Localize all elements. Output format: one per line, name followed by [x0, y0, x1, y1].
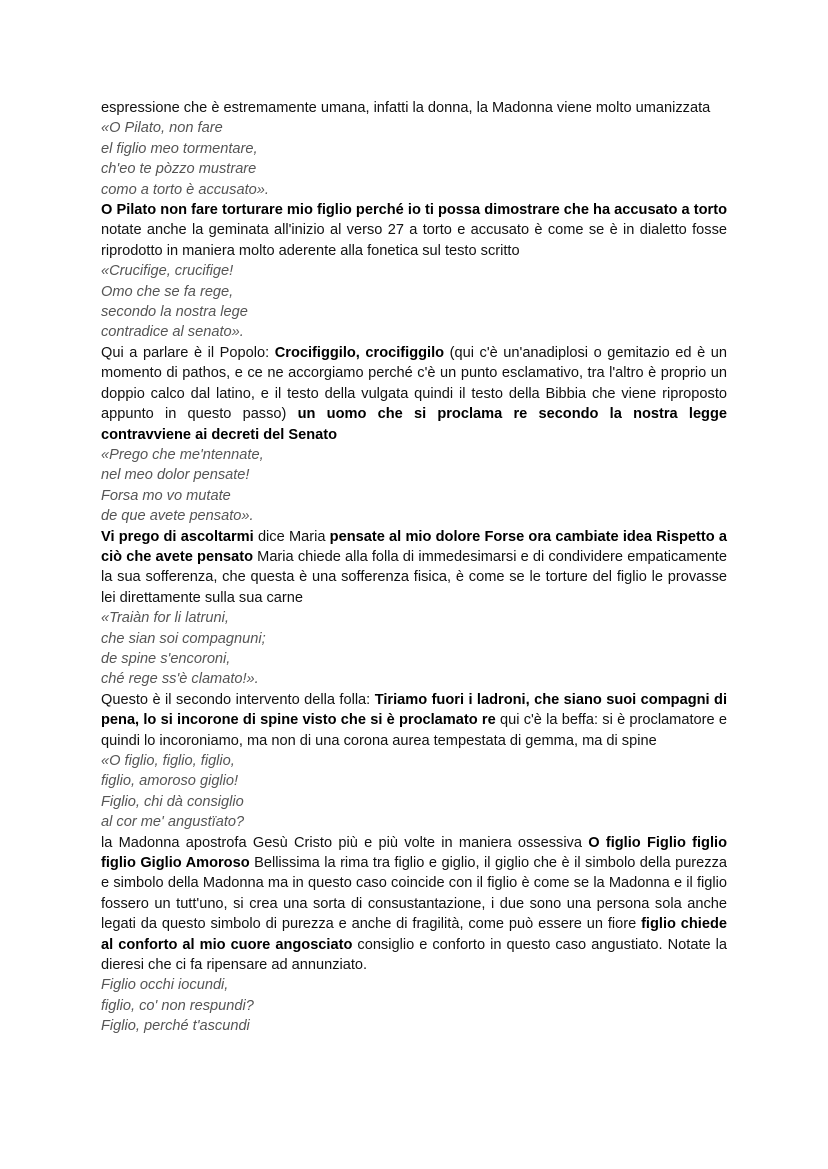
- verse-line: figlio, amoroso giglio!: [101, 773, 239, 790]
- text-run: Qui a parlare è il Popolo:: [101, 344, 275, 361]
- text-run: Questo è il secondo intervento della folla:: [101, 691, 375, 708]
- verse-line: nel meo dolor pensate!: [101, 467, 250, 484]
- paragraph: [101, 833, 727, 976]
- verse-line: el figlio meo tormentare,: [101, 140, 258, 157]
- paragraph: [101, 343, 727, 445]
- text-run: qui c'è la beffa: si è proclamatore e quindi lo incoroniamo, ma non di una corona aurea tempestata di gemma, ma di spine: [101, 712, 727, 749]
- verse-line: Figlio, chi dà consiglio: [101, 793, 244, 810]
- bold-text: un uomo che si proclama re secondo la nostra legge contravviene ai decreti del Senato: [101, 406, 728, 443]
- bold-text: pensate al mio dolore Forse ora cambiate idea Rispetto a ciò che avete pensato: [101, 528, 727, 565]
- verse-quote: [101, 261, 727, 343]
- text-run: la Madonna apostrofa Gesù Cristo più e più volte in maniera ossessiva: [101, 834, 589, 851]
- text-run: espressione che è estremamente umana, infatti la donna, la Madonna viene molto umanizzata: [101, 100, 711, 116]
- verse-line: Figlio occhi iocundi,: [101, 977, 229, 994]
- verse-line: figlio, co' non respundi?: [101, 997, 254, 1014]
- verse-quote: [101, 445, 727, 527]
- verse-line: de spine s'encoroni,: [101, 650, 231, 667]
- bold-text: O figlio Figlio figlio figlio Giglio Amoroso: [101, 834, 727, 872]
- bold-text: O Pilato non fare torturare mio figlio perché io ti possa dimostrare che ha accusato a torto: [101, 202, 727, 219]
- verse-line: «O Pilato, non fare: [101, 120, 223, 137]
- verse-line: Forsa mo vo mutate: [101, 487, 231, 504]
- bold-text: figlio chiede al conforto al mio cuore angosciato: [101, 916, 727, 953]
- verse-line: al cor me' angustïato?: [101, 814, 245, 831]
- verse-line: como a torto è accusato».: [101, 181, 269, 198]
- verse-line: de que avete pensato».: [101, 508, 254, 525]
- verse-line: «Traiàn for li latruni,: [101, 610, 229, 627]
- verse-line: che sian soi compagnuni;: [101, 630, 266, 647]
- bold-text: Vi prego di ascoltarmi: [101, 528, 254, 545]
- text-run: (qui c'è un'anadiplosi o gemitazio ed è un momento di pathos, e ce ne accorgiamo perché c'è un punto esclamativo, tra l'altro è proprio un doppio calco dal latino, e il testo della vulgata quindi il testo della Bibbia che viene riproposto appunto in questo passo): [101, 344, 728, 423]
- verse-line: contradice al senato».: [101, 324, 244, 341]
- text-run: Maria chiede alla folla di immedesimarsi e di condividere empaticamente la sua sofferenza, che questa è una sofferenza fisica, è come se le torture del figlio le provasse lei direttamente sulla sua carne: [101, 548, 727, 606]
- verse-line: secondo la nostra lege: [101, 304, 248, 321]
- text-run: notate anche la geminata all'inizio al verso 27 a torto e accusato è come se è in dialetto fosse riprodotto in maniera molto aderente alla fonetica sul testo scritto: [101, 222, 727, 259]
- document-page: [101, 98, 727, 1037]
- paragraph: [101, 200, 727, 261]
- text-run: dice Maria: [253, 528, 330, 545]
- paragraph: [101, 690, 727, 751]
- text-run: consiglio e conforto in questo caso angustiato. Notate la dieresi che ci fa ripensare ad annunziato.: [101, 936, 727, 974]
- paragraph: [101, 98, 727, 118]
- verse-line: ch'eo te pòzzo mustrare: [101, 161, 257, 178]
- verse-line: Omo che se fa rege,: [101, 283, 234, 300]
- paragraph: [101, 527, 727, 609]
- verse-line: «O figlio, figlio, figlio,: [101, 753, 235, 769]
- text-run: Bellissima la rima tra figlio e giglio, il giglio che è il simbolo della purezza e simbolo della Madonna ma in questo caso coincide con il figlio è come se la Madonna e il figlio fossero un tutt'uno, si crea una sorta di consustantazione, i due sono una persona sola anche legati da questo simbolo di purezza e anche di fragilità, come può essere un fiore: [101, 855, 727, 933]
- bold-text: Tiriamo fuori i ladroni, che siano suoi compagni di pena, lo si incorone di spine visto che si è proclamato re: [101, 691, 728, 729]
- verse-line: «Crucifige, crucifige!: [101, 263, 234, 280]
- verse-line: ché rege ss'è clamato!».: [101, 671, 259, 688]
- verse-line: Figlio, perché t'ascundi: [101, 1018, 250, 1035]
- verse-quote: [101, 975, 727, 1036]
- verse-line: «Prego che me'ntennate,: [101, 446, 264, 463]
- verse-quote: [101, 118, 727, 200]
- bold-text: Crocifiggilo, crocifiggilo: [274, 344, 445, 361]
- verse-quote: [101, 751, 727, 833]
- verse-quote: [101, 608, 727, 690]
